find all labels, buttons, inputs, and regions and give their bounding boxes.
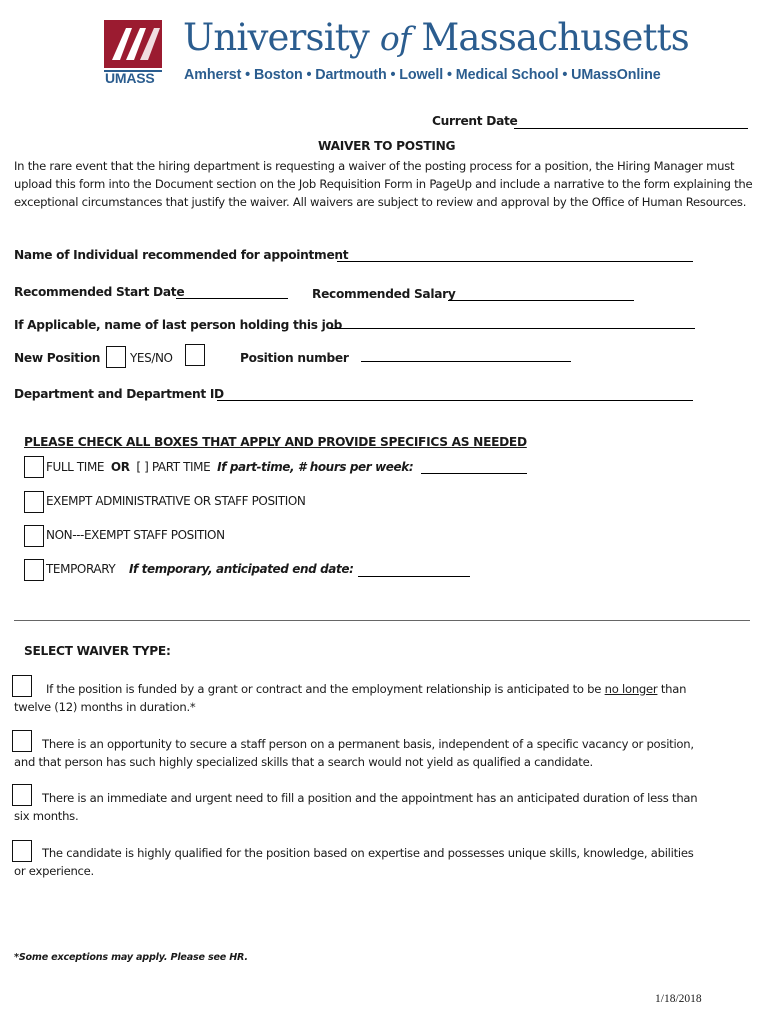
full-time-label: FULL TIME (46, 460, 105, 474)
full-time-checkbox[interactable] (24, 456, 44, 478)
current-date-label: Current Date (432, 114, 518, 128)
yes-no-label: YES/NO (130, 351, 173, 365)
exempt-checkbox[interactable] (24, 491, 44, 513)
part-time-label: [ ] PART TIME (136, 460, 211, 474)
non-exempt-label: NON---EXEMPT STAFF POSITION (46, 528, 225, 542)
or-label: OR (110, 460, 130, 474)
salary-field[interactable] (448, 300, 634, 301)
last-person-label: If Applicable, name of last person holding this job (14, 318, 343, 332)
name-field[interactable] (337, 261, 693, 262)
temporary-row (46, 562, 353, 576)
position-number-label: Position number (240, 351, 349, 365)
last-person-field[interactable] (330, 328, 695, 329)
position-number-field[interactable] (361, 361, 571, 362)
department-label: Department and Department ID (14, 387, 224, 401)
waiver-heading: SELECT WAIVER TYPE: (24, 644, 171, 658)
start-date-label: Recommended Start Date (14, 285, 185, 299)
end-date-field[interactable] (358, 576, 470, 577)
form-title: WAIVER TO POSTING (318, 139, 456, 153)
campus-list: Amherst • Boston • Dartmouth • Lowell • Medical School • UMassOnline (184, 67, 661, 83)
waiver-option-1: If the position is funded by a grant or contract and the employment relationship is anticipated to be no longer than twelve (12) months in duration.* (14, 682, 687, 714)
start-date-field[interactable] (176, 298, 288, 299)
exempt-label: EXEMPT ADMINISTRATIVE OR STAFF POSITION (46, 494, 306, 508)
new-position-label: New Position (14, 351, 101, 365)
hours-per-week-field[interactable] (421, 473, 527, 474)
yes-no-checkbox[interactable] (185, 344, 205, 366)
temporary-note: If temporary, anticipated end date: (128, 562, 354, 576)
full-time-row (46, 460, 413, 474)
department-field[interactable] (217, 400, 693, 401)
intro-paragraph: In the rare event that the hiring department is requesting a waiver of the posting process for a position, the Hiring Manager must upload this form into the Document section on the Job Requisition Form in PageUp and include a narrative to the form explaining the exceptional circumstances that justify the waiver. All waivers are subject to review and approval by the Office of Human Resources. (14, 159, 753, 209)
checks-heading: PLEASE CHECK ALL BOXES THAT APPLY AND PROVIDE SPECIFICS AS NEEDED (24, 435, 527, 449)
logo-label: UMASS (105, 70, 155, 86)
revision-date: 1/18/2018 (655, 993, 702, 1005)
temporary-checkbox[interactable] (24, 559, 44, 581)
footnote: *Some exceptions may apply. Please see HR. (14, 952, 248, 963)
university-title: University of Massachusetts (183, 16, 689, 59)
new-position-checkbox[interactable] (106, 346, 126, 368)
waiver-option-3: There is an immediate and urgent need to fill a position and the appointment has an anticipated duration of less than six months. (14, 791, 698, 823)
temporary-label: TEMPORARY (46, 562, 116, 576)
section-divider (14, 620, 750, 621)
waiver-option-4: The candidate is highly qualified for the position based on expertise and possesses unique skills, knowledge, abilities or experience. (14, 846, 694, 878)
current-date-field[interactable] (514, 128, 748, 129)
part-time-note: If part-time, # hours per week: (217, 460, 414, 474)
non-exempt-checkbox[interactable] (24, 525, 44, 547)
waiver-option-2: There is an opportunity to secure a staff person on a permanent basis, independent of a specific vacancy or position, and that person has such highly specialized skills that a search would not yield as qualified a candidate. (14, 737, 694, 769)
name-label: Name of Individual recommended for appointment (14, 248, 349, 262)
salary-label: Recommended Salary (312, 287, 456, 301)
